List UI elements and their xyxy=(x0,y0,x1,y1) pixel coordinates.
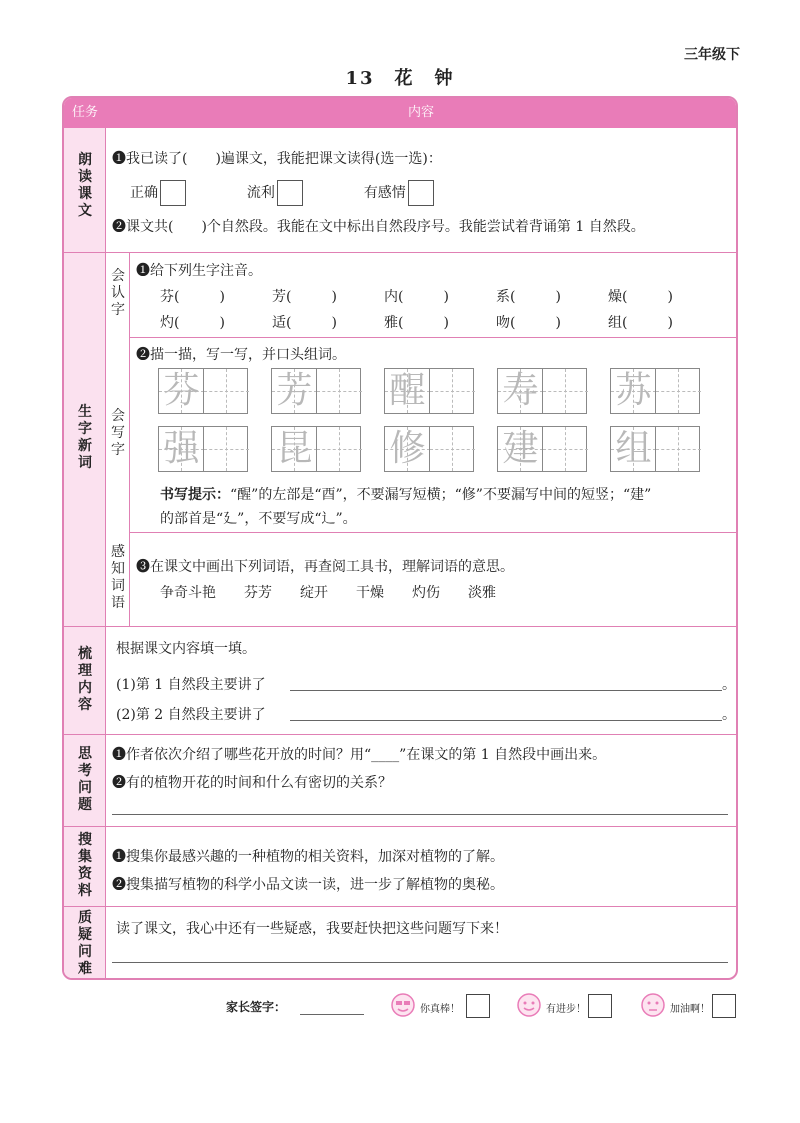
trace-cell[interactable] xyxy=(272,369,316,413)
writing-grid[interactable] xyxy=(384,368,474,414)
trace-character: 苏 xyxy=(615,370,652,411)
page-title: 13 花 钟 xyxy=(345,68,455,89)
writing-tip-line2: 的部首是“廴”，不要写成“辶”。 xyxy=(160,511,357,527)
practice-cell[interactable] xyxy=(203,369,248,413)
thinking-q1: ❶作者依次介绍了哪些花开放的时间？用“____”在课文的第 1 自然段中画出来。 xyxy=(112,747,607,763)
row-divider xyxy=(64,906,736,907)
label-questions: 质 疑 问 难 xyxy=(78,910,92,977)
practice-cell[interactable] xyxy=(655,427,700,471)
label-perceive: 感 知 词 语 xyxy=(111,544,125,611)
trace-cell[interactable] xyxy=(272,427,316,471)
smiley-progress-icon xyxy=(514,990,544,1020)
smiley-cheer-icon xyxy=(638,990,668,1020)
option-checkbox[interactable] xyxy=(408,180,434,206)
writing-grid[interactable] xyxy=(271,426,361,472)
rating-progress-label: 有进步！ xyxy=(546,1004,586,1015)
write-instruction: ❷描一描，写一写，并口头组词。 xyxy=(136,347,346,363)
row-divider xyxy=(64,734,736,735)
recognize-instruction: ❶给下列生字注音。 xyxy=(136,263,262,279)
parent-sign-line[interactable] xyxy=(300,1014,364,1015)
writing-tip-line1: 书写提示：“醒”的左部是“酉”，不要漏写短横；“修”不要漏写中间的短竖；“建” xyxy=(160,487,652,503)
outline-end: 。 xyxy=(722,707,736,723)
practice-cell[interactable] xyxy=(316,427,361,471)
rating-great-label: 你真棒！ xyxy=(420,1004,460,1015)
answer-line[interactable] xyxy=(112,814,728,815)
answer-line[interactable] xyxy=(112,962,728,963)
writing-grid[interactable] xyxy=(497,426,587,472)
trace-cell[interactable] xyxy=(385,427,429,471)
practice-cell[interactable] xyxy=(316,369,361,413)
trace-character: 芬 xyxy=(163,370,200,411)
trace-cell[interactable] xyxy=(498,369,542,413)
rating-cheer-box[interactable] xyxy=(712,994,736,1018)
option-checkbox[interactable] xyxy=(160,180,186,206)
practice-cell[interactable] xyxy=(203,427,248,471)
label-thinking: 思 考 问 题 xyxy=(78,746,92,813)
reading-line2: ❷课文共( )个自然段。我能在文中标出自然段序号。我能尝试着背诵第 1 自然段。 xyxy=(112,219,645,235)
trace-cell[interactable] xyxy=(385,369,429,413)
writing-grid[interactable] xyxy=(158,426,248,472)
label-recognize: 会 认 字 xyxy=(111,268,125,318)
smiley-great-icon xyxy=(388,990,418,1020)
rating-cheer-label: 加油啊！ xyxy=(670,1004,710,1015)
writing-grid[interactable] xyxy=(610,368,700,414)
practice-cell[interactable] xyxy=(542,427,587,471)
worksheet-table xyxy=(62,96,738,980)
writing-grid[interactable] xyxy=(497,368,587,414)
writing-grid[interactable] xyxy=(384,426,474,472)
label-reading: 朗 读 课 文 xyxy=(78,152,92,219)
trace-cell[interactable] xyxy=(611,427,655,471)
trace-character: 醒 xyxy=(389,370,426,411)
option-checkbox[interactable] xyxy=(277,180,303,206)
table-header xyxy=(64,98,736,128)
practice-cell[interactable] xyxy=(429,369,474,413)
writing-grid[interactable] xyxy=(271,368,361,414)
writing-grid[interactable] xyxy=(158,368,248,414)
trace-cell[interactable] xyxy=(611,369,655,413)
outline-intro: 根据课文内容填一填。 xyxy=(116,641,256,657)
label-collect: 搜 集 资 料 xyxy=(78,832,92,899)
trace-cell[interactable] xyxy=(159,369,203,413)
questions-text: 读了课文，我心中还有一些疑惑，我要赶快把这些问题写下来！ xyxy=(116,921,508,937)
trace-character: 寿 xyxy=(502,370,539,411)
outline-end: 。 xyxy=(722,677,736,693)
rating-progress-box[interactable] xyxy=(588,994,612,1018)
practice-cell[interactable] xyxy=(429,427,474,471)
outline-q2: (2)第 2 自然段主要讲了 xyxy=(116,707,266,723)
practice-cell[interactable] xyxy=(542,369,587,413)
row-divider xyxy=(64,252,736,253)
pinyin-row-1: 芬( ) 芳( ) 内( ) 系( ) 燥( ) xyxy=(160,289,673,305)
parent-sign-label: 家长签字： xyxy=(226,1000,287,1014)
trace-character: 昆 xyxy=(276,428,313,469)
collect-q2: ❷搜集描写植物的科学小品文读一读，进一步了解植物的奥秘。 xyxy=(112,877,504,893)
trace-character: 强 xyxy=(163,428,200,469)
header-task: 任务 xyxy=(71,105,98,120)
trace-cell[interactable] xyxy=(159,427,203,471)
pinyin-row-2: 灼( ) 适( ) 雅( ) 吻( ) 组( ) xyxy=(160,315,673,331)
trace-cell[interactable] xyxy=(498,427,542,471)
row-divider xyxy=(64,826,736,827)
thinking-q2: ❷有的植物开花的时间和什么有密切的关系？ xyxy=(112,775,392,791)
trace-character: 建 xyxy=(502,428,539,469)
label-newchars: 生 字 新 词 xyxy=(78,404,92,471)
label-outline: 梳 理 内 容 xyxy=(78,646,92,713)
reading-line1: ❶我已读了( )遍课文，我能把课文读得(选一选)： xyxy=(112,151,442,167)
subrow-divider xyxy=(106,337,736,338)
row-divider xyxy=(64,626,736,627)
answer-line[interactable] xyxy=(290,690,722,691)
perceive-words: 争奇斗艳 芬芳 绽开 干燥 灼伤 淡雅 xyxy=(160,585,496,601)
practice-cell[interactable] xyxy=(655,369,700,413)
trace-character: 修 xyxy=(389,428,426,469)
writing-grid[interactable] xyxy=(610,426,700,472)
outline-q1: (1)第 1 自然段主要讲了 xyxy=(116,677,266,693)
answer-line[interactable] xyxy=(290,720,722,721)
trace-character: 芳 xyxy=(276,370,313,411)
rating-great-box[interactable] xyxy=(466,994,490,1018)
perceive-instruction: ❸在课文中画出下列词语，再查阅工具书，理解词语的意思。 xyxy=(136,559,514,575)
reading-options: 正确 流利 有感情 xyxy=(130,180,434,206)
header-content: 内容 xyxy=(407,105,434,120)
subrow-divider xyxy=(106,532,736,533)
label-write: 会 写 字 xyxy=(111,408,125,458)
collect-q1: ❶搜集你最感兴趣的一种植物的相关资料，加深对植物的了解。 xyxy=(112,849,504,865)
grade-label: 三年级下 xyxy=(684,47,740,63)
trace-character: 组 xyxy=(615,428,652,469)
